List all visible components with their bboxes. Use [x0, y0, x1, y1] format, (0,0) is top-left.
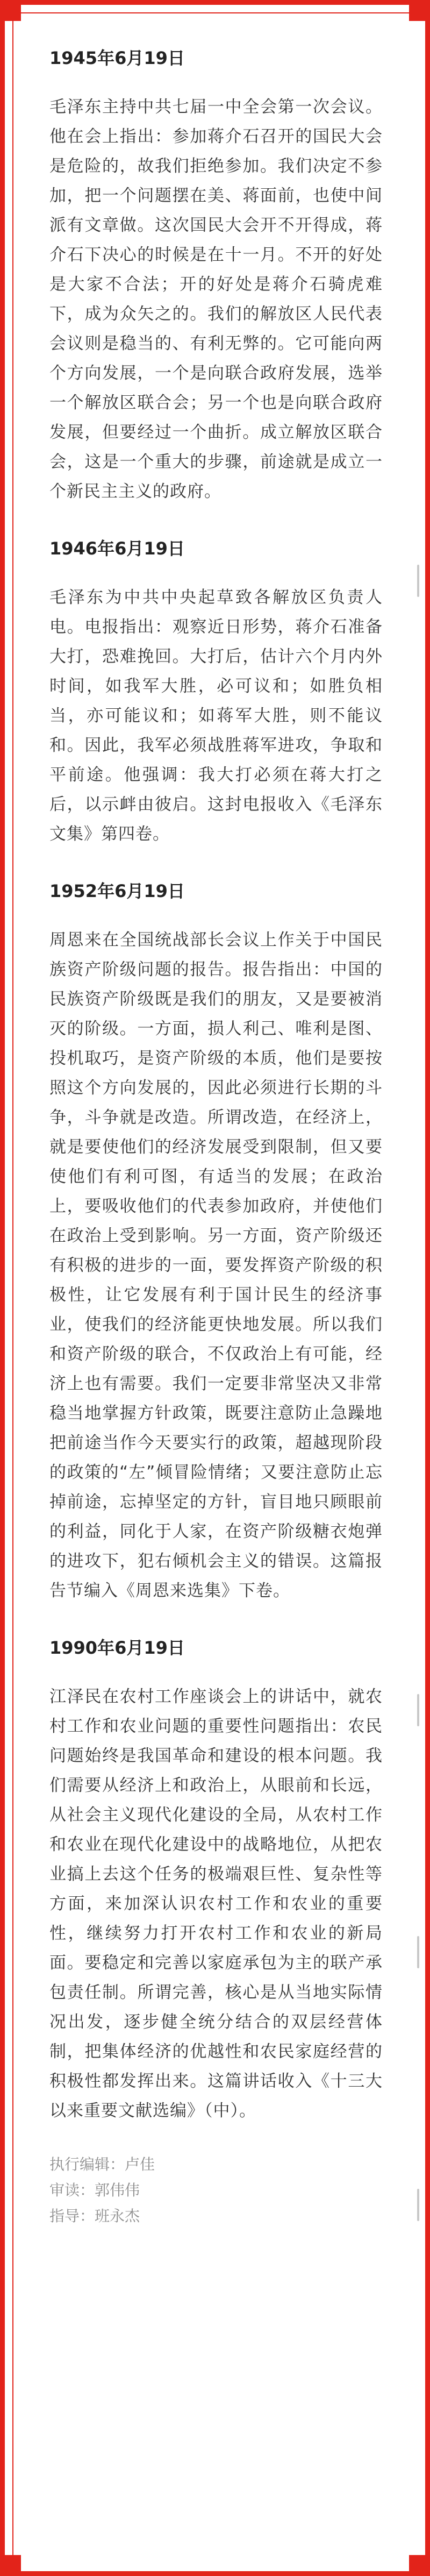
scroll-indicator — [417, 1936, 419, 1968]
history-entry-1946 — [49, 537, 383, 849]
entry-date: 1990年6月19日 — [49, 1638, 185, 1658]
article-content — [49, 46, 383, 2229]
scroll-indicator — [417, 2189, 419, 2221]
frame-corner-bottom-left — [5, 2555, 21, 2571]
reviewer-credit: 审读：郭伟伟 — [49, 2181, 140, 2199]
credits-block — [49, 2152, 383, 2229]
history-entry-1945 — [49, 46, 383, 507]
frame-corner-top-right — [409, 5, 425, 21]
entry-date: 1945年6月19日 — [49, 48, 185, 68]
frame-corner-bottom-right — [409, 2555, 425, 2571]
entry-text: 江泽民在农村工作座谈会上的讲话中，就农村工作和农业问题的重要性问题指出：农民问题始终是我国革命和建设的根本问题。我们需要从经济上和政治上，从眼前和长远，从社会主义现代化建设的全局，从农村工作和农业在现代化建设中的战略地位，从把农业搞上去这个任务的极端艰巨性、复杂性等方面，来加深认识农村工作和农业的重要性，继续努力打开农村工作和农业的新局面。要稳定和完善以家庭承包为主的联产承包责任制。所谓完善，核心是从当地实际情况出发，逐步健全统分结合的双层经营体制，把集体经济的优越性和农民家庭经营的积极性都发挥出来。这篇讲话收入《十三大以来重要文献选编》（中）。 — [49, 1687, 383, 2120]
entry-text: 周恩来在全国统战部长会议上作关于中国民族资产阶级问题的报告。报告指出：中国的民族资产阶级既是我们的朋友，又是要被消灭的阶级。一方面，损人利己、唯利是图、投机取巧，是资产阶级的本质，他们是要按照这个方向发展的，因此必须进行长期的斗争，斗争就是改造。所谓改造，在经济上，就是要使他们的经济发展受到限制，但又要使他们有利可图，有适当的发展；在政治上，要吸收他们的代表参加政府，并使他们在政治上受到影响。另一方面，资产阶级还有积极的进步的一面，要发挥资产阶级的积极性，让它发展有利于国计民生的经济事业，使我们的经济能更快地发展。所以我们和资产阶级的联合，不仅政治上有可能，经济上也有需要。我们一定要非常坚决又非常稳当地掌握方针政策，既要注意防止急躁地把前途当作今天要实行的政策，超越现阶段的政策的“左”倾冒险情绪；又要注意防止忘掉前途，忘掉坚定的方针，盲目地只顾眼前的利益，同化于人家，在资产阶级糖衣炮弹的进攻下，犯右倾机会主义的错误。这篇报告节编入《周恩来选集》下卷。 — [49, 930, 383, 1600]
entry-text: 毛泽东主持中共七届一中全会第一次会议。他在会上指出：参加蒋介石召开的国民大会是危险的，故我们拒绝参加。我们决定不参加，把一个问题摆在美、蒋面前，也使中间派有文章做。这次国民大会开不开得成，蒋介石下决心的时候是在十一月。不开的好处是大家不合法；开的好处是蒋介石骑虎难下，成为众矢之的。我们的解放区人民代表会议则是稳当的、有利无弊的。它可能向两个方向发展，一个是向联合政府发展，选举一个解放区联合会；另一个也是向联合政府发展，但要经过一个曲折。成立解放区联合会，这是一个重大的步骤，前途就是成立一个新民主主义的政府。 — [49, 97, 383, 501]
frame-corner-top-left — [5, 5, 21, 21]
executive-editor-credit: 执行编辑：卢佳 — [49, 2155, 155, 2173]
scroll-indicator — [417, 565, 419, 597]
entry-text: 毛泽东为中共中央起草致各解放区负责人电。电报指出：观察近日形势，蒋介石准备大打，恐难挽回。大打后，估计六个月内外时间，如我军大胜，必可议和；如胜负相当，亦可能议和；如蒋军大胜，则不能议和。因此，我军必须战胜蒋军进攻，争取和平前途。他强调：我大打必须在蒋大打之后，以示衅由彼启。这封电报收入《毛泽东文集》第四卷。 — [49, 588, 383, 844]
entry-date: 1952年6月19日 — [49, 881, 185, 901]
history-entry-1990 — [49, 1636, 383, 2126]
director-credit: 指导：班永杰 — [49, 2207, 140, 2225]
scroll-indicator — [417, 1694, 419, 1726]
history-entry-1952 — [49, 879, 383, 1606]
entry-date: 1946年6月19日 — [49, 538, 185, 559]
